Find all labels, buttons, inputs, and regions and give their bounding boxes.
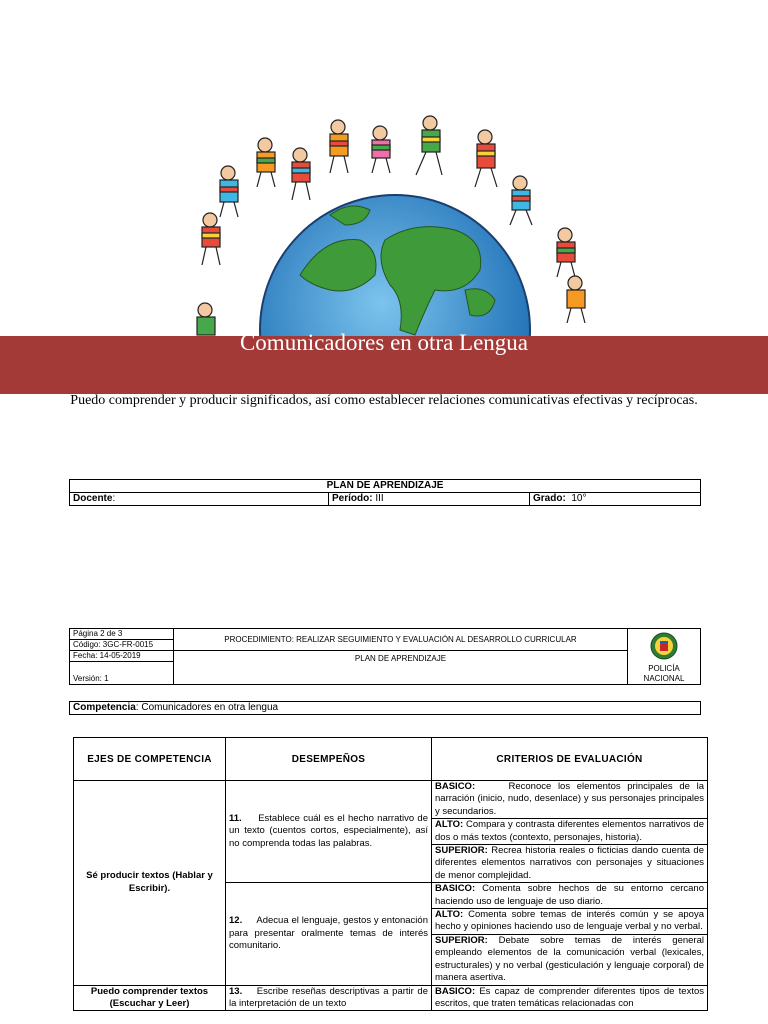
competencia-label: Competencia [73, 702, 136, 713]
docente-value: : [112, 493, 116, 504]
competencia-value: : Comunicadores en otra lengua [135, 702, 279, 713]
logo-line2: NACIONAL [643, 674, 685, 683]
criterio-label: ALTO: [435, 909, 464, 921]
document-code: Código: 3GC-FR-0015 [70, 640, 174, 651]
criterio-text: Comenta sobre temas de interés común y se apoya hecho y opiniones haciendo uso de lenguaje verbal y no verbal. [435, 909, 704, 933]
criterio-text: Compara y contrasta diferentes elementos narrativos de dos o más textos (contexto, personajes, historia). [435, 819, 704, 843]
competencia-table [69, 701, 701, 715]
criterio-text: Comenta sobre hechos de su entorno cercano haciendo uso de lenguaje de uso diario. [435, 883, 704, 907]
criterio-label: BASICO: [435, 781, 476, 792]
criterio-11-alto [432, 819, 708, 845]
desempeno-12 [226, 883, 432, 985]
desempeno-13-text: Escribe reseñas descriptivas a partir de la interpretación de un texto [229, 985, 428, 1009]
criterio-text: Debate sobre temas de interés general empleando elementos de la comunicación verbal (lexicales, estructurales) y no verbal (gesticulación y lenguaje corporal) de manera asertiva. [435, 934, 704, 984]
criterio-12-alto [432, 909, 708, 935]
desempeno-11-text: Establece cuál es el hecho narrativo de un texto (cuentos cortos, especialmente), así no comprenda todas las palabras. [229, 813, 428, 849]
world-children-illustration [180, 115, 610, 337]
policia-nacional-emblem [649, 631, 679, 661]
plan-subtitle: PLAN DE APRENDIZAJE [174, 651, 628, 685]
criterio-13-basico [432, 985, 708, 1011]
grado-cell [530, 493, 701, 506]
desempeno-12-text: Adecua el lenguaje, gestos y entonación para presentar oralmente temas de interés comunitario. [229, 915, 428, 952]
logo-line1: POLICÍA [648, 664, 680, 673]
periodo-cell [329, 493, 530, 506]
criterio-text: Es capaz de comprender diferentes tipos de textos escritos, que traten temáticas relacionadas con [435, 985, 704, 1009]
intro-text: Puedo comprender y producir significados, así como establecer relaciones comunicativas efectivas y recíprocas. [70, 393, 698, 408]
periodo-value: III [375, 493, 384, 504]
document-date: Fecha: 14-05-2019 [70, 651, 174, 662]
criterio-text: Reconoce los elementos principales de la narración (inicio, nudo, desenlace) y sus personajes principales y secundarios. [435, 781, 704, 817]
header-criterios: CRITERIOS DE EVALUACIÓN [432, 738, 708, 781]
criterio-label: ALTO: [435, 819, 464, 831]
criterio-label: BASICO: [435, 985, 476, 997]
police-logo-cell [628, 629, 701, 685]
criterio-label: SUPERIOR: [435, 845, 488, 857]
desempeno-13 [226, 985, 432, 1011]
criterio-12-superior [432, 934, 708, 985]
grado-label: Grado: [533, 493, 566, 504]
competencia-cell [70, 702, 701, 715]
desempeno-11-num: 11. [229, 813, 242, 825]
docente-cell [70, 493, 329, 506]
eje-comprender: Puedo comprender textos (Escuchar y Leer) [74, 985, 226, 1011]
header-desempenos: DESEMPEÑOS [226, 738, 432, 781]
header-ejes: EJES DE COMPETENCIA [74, 738, 226, 781]
plan-table [69, 479, 701, 506]
desempeno-11 [226, 781, 432, 883]
grado-value: 10° [571, 493, 587, 504]
docente-label: Docente [73, 493, 113, 504]
evaluation-table [73, 737, 708, 1011]
criterio-12-basico [432, 883, 708, 909]
procedure-header-table [69, 628, 701, 685]
criterio-11-basico [432, 781, 708, 819]
periodo-label: Período: [332, 493, 373, 504]
criterio-label: SUPERIOR: [435, 934, 488, 946]
document-version: Versión: 1 [70, 662, 174, 685]
desempeno-13-num: 13. [229, 985, 243, 997]
plan-title: PLAN DE APRENDIZAJE [70, 480, 701, 493]
desempeno-12-num: 12. [229, 915, 243, 927]
criterio-label: BASICO: [435, 883, 476, 895]
criterio-11-superior [432, 845, 708, 883]
page-number: Página 2 de 3 [70, 629, 174, 640]
criterio-text: Recrea historia reales o ficticias dando cuenta de diferentes elementos narrativos con personajes y situaciones de menor complejidad. [435, 845, 705, 881]
procedure-title: PROCEDIMIENTO: REALIZAR SEGUIMIENTO Y EVALUACIÓN AL DESARROLLO CURRICULAR [174, 629, 628, 651]
eje-producir: Sé producir textos (Hablar y Escribir). [74, 781, 226, 986]
banner-title: Comunicadores en otra Lengua [239, 330, 529, 355]
